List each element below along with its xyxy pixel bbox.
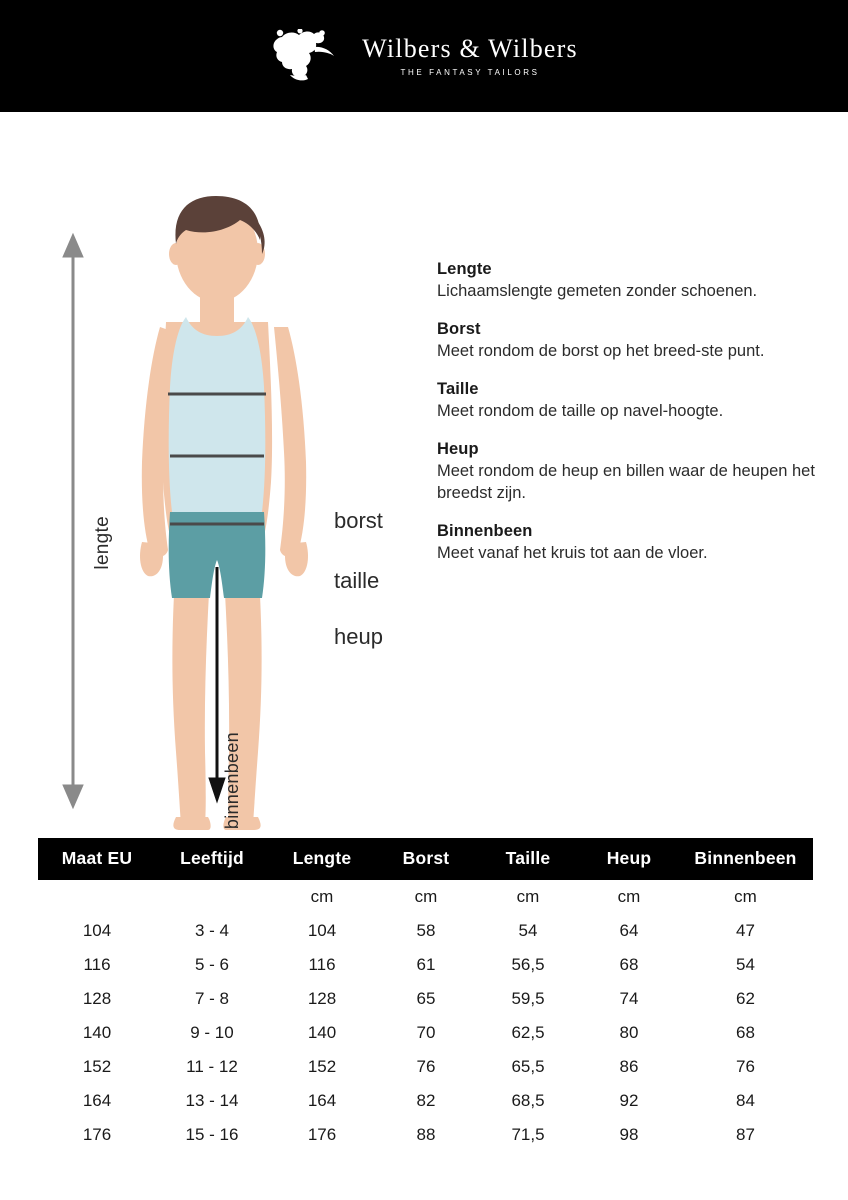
table-unit-row [38,880,813,914]
cell-taille: 56,5 [511,955,545,974]
cell-borst: 65 [416,989,436,1008]
column-header-borst: Borst [376,838,476,880]
unit-cell [156,880,268,914]
cell-taille: 68,5 [511,1091,545,1110]
table-row [38,1084,813,1118]
table-row [38,948,813,982]
column-header-leeftijd: Leeftijd [156,838,268,880]
description-title: Taille [437,379,479,398]
cell-binnenbeen: 47 [736,921,755,940]
label-borst: borst [334,508,383,533]
label-taille: taille [334,568,380,593]
label-heup: heup [334,624,383,649]
brand-wordmark [362,33,578,77]
cell-taille: 71,5 [511,1125,545,1144]
cell-leeftijd: 3 - 4 [194,921,230,940]
cell-lengte: 152 [307,1057,337,1076]
cell-lengte: 176 [307,1125,337,1144]
cell-borst: 88 [416,1125,436,1144]
cell-taille: 62,5 [511,1023,545,1042]
table-body [38,880,813,1152]
description-taille [437,380,827,423]
column-header-binnenbeen: Binnenbeen [678,838,813,880]
description-title: Borst [437,319,481,338]
cell-maat-eu: 164 [82,1091,112,1110]
unit-cell [38,880,156,914]
cell-lengte: 140 [307,1023,337,1042]
cell-borst: 76 [416,1057,436,1076]
cell-binnenbeen: 62 [736,989,755,1008]
column-header-maat-eu: Maat EU [38,838,156,880]
cell-binnenbeen: 68 [736,1023,755,1042]
table-row [38,1050,813,1084]
cell-heup: 74 [619,989,639,1008]
cell-leeftijd: 13 - 14 [185,1091,239,1110]
label-lengte-vertical: lengte [92,516,113,570]
cell-borst: 82 [416,1091,436,1110]
measurement-guide-section [0,112,848,832]
cell-maat-eu: 176 [82,1125,112,1144]
cell-leeftijd: 11 - 12 [186,1057,238,1076]
table-header [38,838,813,880]
cell-maat-eu: 152 [82,1057,112,1076]
column-header-taille: Taille [476,838,580,880]
description-body: Meet vanaf het kruis tot aan de vloer. [437,543,708,562]
cell-lengte: 104 [307,921,337,940]
size-table [38,838,813,1152]
cell-heup: 92 [619,1091,639,1110]
unit-cell: cm [617,887,641,906]
unit-cell: cm [516,887,540,906]
cell-heup: 80 [619,1023,639,1042]
cell-taille: 54 [518,921,538,940]
cell-lengte: 164 [307,1091,337,1110]
unit-cell: cm [310,887,334,906]
label-binnenbeen-vertical: binnenbeen [222,732,242,830]
table-row [38,914,813,948]
cell-binnenbeen: 87 [736,1125,755,1144]
measurement-descriptions [437,260,827,582]
body-figure-illustration [0,112,430,832]
description-title: Lengte [437,260,492,278]
table-row [38,982,813,1016]
description-title: Binnenbeen [437,521,533,540]
cell-borst: 70 [416,1023,436,1042]
cell-lengte: 128 [307,989,337,1008]
description-borst [437,320,827,363]
cell-maat-eu: 128 [82,989,112,1008]
cell-leeftijd: 7 - 8 [194,989,230,1008]
cell-lengte: 116 [308,955,336,974]
cell-binnenbeen: 54 [736,955,755,974]
cell-taille: 65,5 [511,1057,545,1076]
description-heup [437,440,827,505]
cell-heup: 98 [619,1125,639,1144]
jester-horse-logo-icon [270,29,348,83]
cell-binnenbeen: 84 [736,1091,755,1110]
cell-taille: 59,5 [511,989,545,1008]
description-body: Lichaamslengte gemeten zonder schoenen. [437,282,758,300]
table-row [38,1118,813,1152]
description-title: Heup [437,439,479,458]
cell-borst: 58 [416,921,436,940]
cell-maat-eu: 116 [83,955,111,974]
column-header-heup: Heup [580,838,678,880]
cell-maat-eu: 104 [82,921,112,940]
cell-heup: 68 [619,955,639,974]
column-header-lengte: Lengte [268,838,376,880]
page-header [0,0,848,112]
cell-maat-eu: 140 [82,1023,112,1042]
description-body: Meet rondom de borst op het breed-ste punt. [437,341,765,360]
brand-tagline: THE FANTASY TAILORS [400,67,540,77]
cell-heup: 64 [619,921,639,940]
unit-cell: cm [414,887,438,906]
cell-leeftijd: 5 - 6 [194,955,230,974]
brand-logo [270,29,578,83]
description-binnenbeen [437,522,827,565]
cell-borst: 61 [416,955,436,974]
brand-name: Wilbers & Wilbers [362,33,578,63]
cell-leeftijd: 9 - 10 [190,1023,234,1042]
unit-cell: cm [734,887,757,906]
table-row [38,1016,813,1050]
table-header-row [38,838,813,880]
cell-heup: 86 [619,1057,639,1076]
size-table-wrapper [38,838,813,1152]
description-body: Meet rondom de taille op navel-hoogte. [437,401,724,420]
description-body: Meet rondom de heup en billen waar de heupen het breedst zijn. [437,461,815,502]
description-lengte [437,260,827,303]
cell-leeftijd: 15 - 16 [185,1125,239,1144]
cell-binnenbeen: 76 [736,1057,755,1076]
